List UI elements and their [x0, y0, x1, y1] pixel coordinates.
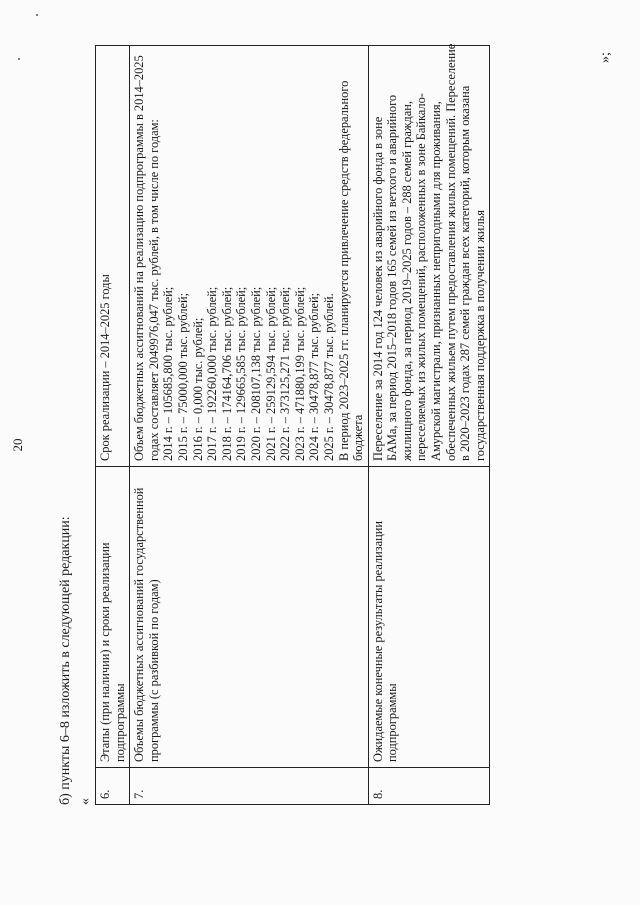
- content-line: 2019 г. – 129665,585 тыс. рублей;: [234, 286, 249, 461]
- content-line: переселяемых из жилых помещений, расположенных в зоне Байкало-: [414, 93, 429, 461]
- content-line: 2024 г. – 30478,877 тыс. рублей;: [307, 292, 322, 461]
- content-line: Объем бюджетных ассигнований на реализацию подпрограммы в 2014–2025: [132, 55, 147, 461]
- row-name: Ожидаемые конечные результаты реализации подпрограммы: [368, 467, 490, 768]
- page-number: 20: [10, 438, 25, 452]
- content-line: 2020 г. – 208107,138 тыс. рублей;: [248, 286, 263, 461]
- row-name: Этапы (при наличии) и сроки реализации подпрограммы: [96, 467, 130, 768]
- content-line: 2021 г. – 259129,594 тыс. рублей;: [263, 286, 278, 461]
- content-line: Амурской магистрали, признанных непригодными для проживания,: [429, 101, 444, 461]
- row-content: [130, 46, 369, 467]
- content-line: 2025 г. – 30478,877 тыс. рублей.: [321, 293, 336, 461]
- row-number: 8.: [368, 768, 490, 805]
- row-number: 6.: [96, 768, 130, 805]
- content-line: Переселение за 2014 год 124 человек из аварийного фонда в зоне: [370, 116, 385, 461]
- content-line: 2017 г. – 192260,000 тыс. рублей;: [205, 286, 220, 461]
- content-line: жилищного фонда, за период 2019–2025 годов – 288 семей граждан,: [399, 101, 414, 461]
- intro-text: б) пункты 6–8 изложить в следующей редакции:: [58, 516, 73, 805]
- content-line: В период 2023–2025 гг. планируется привлечение средств федерального: [336, 80, 351, 461]
- row-content: [368, 43, 490, 467]
- content-line: 2016 г. – 0,000 тыс. рублей;: [190, 317, 205, 461]
- table-row: [368, 46, 490, 805]
- table-row: [130, 46, 369, 805]
- content-line: бюджета: [351, 414, 366, 461]
- content-line: 2023 г. – 471880,199 тыс. рублей;: [292, 286, 307, 461]
- content-line: Срок реализации – 2014–2025 годы: [98, 274, 112, 461]
- row-content: [96, 46, 130, 467]
- subprogram-passport-table: [95, 45, 490, 805]
- table-row: [96, 46, 130, 805]
- scan-speck: [18, 58, 20, 60]
- row-name: Объемы бюджетных ассигнований государственной программы (с разбивкой по годам): [130, 467, 369, 768]
- content-line: 2018 г. – 174164,706 тыс. рублей;: [219, 286, 234, 461]
- content-line: в 2020–2023 годах 287 семей граждан всех категорий, которым оказана: [458, 85, 473, 461]
- content-line: обеспеченных жильем путем предоставления жилых помещений. Переселение: [443, 43, 458, 461]
- content-line: 2015 г. – 75000,000 тыс. рублей;: [175, 292, 190, 461]
- content-line: годах составляет 2049976,047 тыс. рублей, в том числе по годам:: [146, 119, 161, 461]
- opening-quote: «: [78, 798, 93, 805]
- closing-quote: »;: [598, 52, 613, 63]
- content-line: 2022 г. – 373125,271 тыс. рублей;: [278, 286, 293, 461]
- content-line: государственная поддержка в получении жилья: [472, 210, 487, 461]
- content-line: 2014 г. – 105685,800 тыс. рублей;: [161, 286, 176, 461]
- scan-speck: [36, 14, 38, 16]
- row-number: 7.: [130, 768, 369, 805]
- content-line: БАМа, за период 2015–2018 годов 165 семей из ветхого и аварийного: [385, 94, 400, 461]
